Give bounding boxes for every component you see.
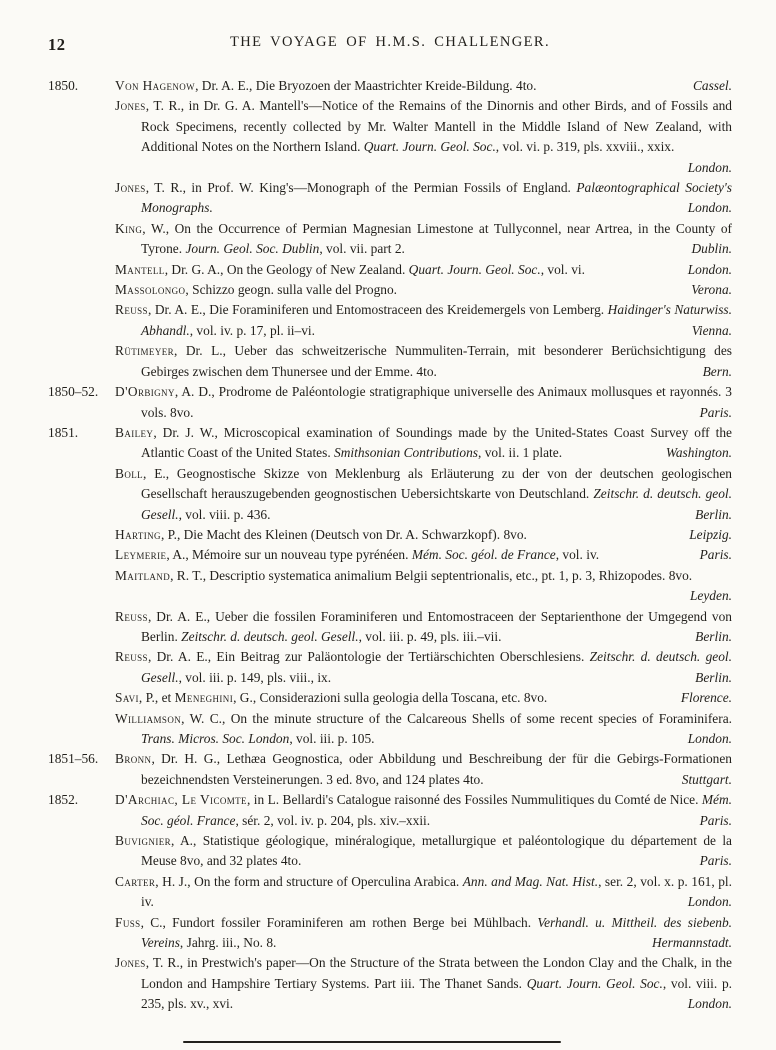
publication-place: Hermannstadt. [652, 935, 732, 951]
entry-text-segment: , sér. 2, vol. iv. p. 204, pls. xiv.–xxii. [235, 812, 431, 828]
bibliography-entry [48, 545, 732, 565]
journal-title: Trans. Micros. Soc. London [141, 731, 290, 746]
entry-text-segment: , P., et [138, 690, 175, 706]
entry-year [48, 647, 115, 688]
bibliography-entry [48, 913, 732, 954]
entry-year [48, 953, 115, 1014]
entry-text-segment: , T. R., in Prof. W. King's—Monograph of the Permian Fossils of England. [145, 180, 577, 196]
journal-title: Zeitschr. d. deutsch. geol. Gesell. [141, 486, 732, 522]
page-header [48, 34, 732, 60]
entry-year [48, 913, 115, 954]
author-name: D'Archiac, Le Vicomte [115, 792, 247, 808]
bibliography-entry [48, 607, 732, 648]
entry-year [48, 545, 115, 565]
publication-place: London. [687, 894, 732, 910]
bibliography-entry [48, 423, 732, 464]
entry-text [115, 76, 732, 96]
entry-text-segment: , A. D., Prodrome de Paléontologie stratigraphique universelle des Animaux mollusques et rayonnés. 3 vols. 8vo. [141, 384, 732, 420]
journal-title: Quart. Journ. Geol. Soc. [408, 261, 541, 277]
entry-year [48, 525, 115, 545]
entry-text-segment: , vol. iii. p. 149, pls. viii., ix. [178, 669, 332, 685]
journal-title: Haidinger's Naturwiss. Abhandl. [141, 302, 732, 338]
entry-year [48, 178, 115, 219]
entry-text-segment: , E., Geognostische Skizze von Meklenburg als Erläuterung zu der von der deutschen geologischen Gesellschaft herauszugebenden geognostischen Uebersichtskarte von Deutschland. [141, 465, 732, 502]
journal-title: Journ. Geol. Soc. Dublin [185, 241, 320, 257]
publication-place: Florence. [680, 690, 732, 706]
entry-text [115, 280, 732, 300]
entry-text-segment: , vol. ii. 1 plate. [478, 445, 563, 461]
entry-year [48, 96, 115, 178]
entry-text-segment: , Dr. A. E., Ueber die fossilen Foraminiferen und Entomostraceen der Septarienthone der Umgegend von Berlin. [141, 608, 732, 644]
entry-text-segment: , vol. viii. p. 436. [178, 506, 271, 522]
entry-text [115, 749, 732, 790]
entry-year [48, 688, 115, 708]
entry-text-segment: , T. R., in Prestwich's paper—On the Structure of the Strata between the London Clay and the Chalk, in the London and Hampshire Tertiary Systems. Part iii. The Thanet Sands. [141, 955, 732, 991]
entry-text-segment: , vol. vii. part 2. [319, 241, 405, 257]
entry-text-segment: , H. J., On the form and structure of Operculina Arabica. [155, 873, 463, 889]
publication-place: Cassel. [692, 78, 732, 93]
author-name: King [115, 220, 143, 236]
entry-text-segment: , Dr. A. E., Die Bryozoen der Maastrichter Kreide-Bildung. 4to. [195, 78, 537, 93]
author-name: Jones [115, 180, 146, 196]
entry-text [115, 709, 732, 750]
publication-place: Stuttgart. [681, 771, 732, 787]
entry-text-segment: , vol. iii. p. 49, pls. iii.–vii. [358, 628, 502, 644]
entry-text-segment: , Dr. H. G., Lethæa Geognostica, oder Abbildung und Beschreibung der für die Gebirgs-Formationen bezeichnendsten Versteinerungen. 3 ed. 8vo, and 124 plates 4to. [141, 751, 732, 787]
bibliography-entry [48, 219, 732, 260]
entry-text-segment: , G., Considerazioni sulla geologia della Toscana, etc. 8vo. [233, 690, 548, 706]
author-name: Reuss [115, 608, 148, 624]
publication-place: Dublin. [691, 241, 732, 257]
page-number: 12 [48, 35, 66, 54]
bibliography-entry [48, 300, 732, 341]
author-name: Rütimeyer [115, 343, 175, 359]
entry-text-segment: , P., Die Macht des Kleinen (Deutsch von Dr. A. Schwarzkopf). 8vo. [160, 526, 527, 542]
author-name: Maitland [115, 567, 171, 583]
entry-text-segment: , Jahrg. iii., No. 8. [179, 935, 277, 951]
publication-place: Paris. [699, 547, 732, 563]
entry-text [115, 178, 732, 219]
bibliography-entry [48, 76, 732, 96]
bibliography-entry [48, 341, 732, 382]
entry-text-segment: , R. T., Descriptio systematica animalium Belgii septentrionalis, etc., pt. 1, p. 3, Rhizopodes. 8vo. [170, 567, 693, 583]
bibliography-list [48, 76, 732, 1015]
author-name: Leymerie [115, 547, 167, 563]
entry-text-segment: , Dr. A. E., Die Foraminiferen und Entomostraceen des Kreidemergels von Lemberg. [147, 302, 608, 318]
bibliography-entry [48, 831, 732, 872]
entry-year: 1850. [48, 78, 79, 93]
entry-year: 1851. [48, 424, 79, 440]
entry-text-segment: , A., Mémoire sur un nouveau type pyrénéen. [166, 547, 412, 563]
entry-text-segment: , A., Statistique géologique, minéralogique, metallurgique et paléontologique du département de la Meuse 8vo, and 32 plates 4to. [141, 833, 732, 869]
entry-year: 1850–52. [48, 384, 99, 400]
publication-place: London. [687, 159, 732, 175]
bibliography-entry [48, 525, 732, 545]
publication-place: London. [687, 261, 732, 277]
entry-year: 1852. [48, 792, 79, 808]
entry-text [115, 464, 732, 525]
author-name: Jones [115, 955, 146, 971]
entry-text-segment: , ser. 2, vol. x. p. 161, pl. iv. [141, 873, 732, 910]
author-name: D'Orbigny [115, 384, 175, 400]
entry-text [115, 607, 732, 648]
entry-text-segment: , Dr. J. W., Microscopical examination of Soundings made by the United-States Coast Survey off the Atlantic Coast of the United States. [141, 424, 732, 461]
entry-text [115, 525, 732, 545]
journal-title: Quart. Journ. Geol. Soc. [363, 139, 496, 155]
entry-text-segment: , vol. iii. p. 105. [289, 731, 375, 746]
journal-title: Mém. Soc. géol. de France [411, 547, 556, 563]
bibliography-entry [48, 872, 732, 913]
publication-place: Leyden. [689, 588, 732, 604]
author-name: Harting [115, 526, 161, 542]
journal-title: Zeitschr. d. deutsch. geol. Gesell. [141, 649, 732, 685]
author-name: Reuss [115, 302, 148, 318]
entry-text-segment: , W. C., On the minute structure of the Calcareous Shells of some recent species of Foraminifera. [181, 710, 732, 726]
journal-title: Quart. Journ. Geol. Soc. [526, 975, 663, 991]
publication-place: Paris. [699, 812, 732, 828]
journal-title: Ann. and Mag. Nat. Hist. [462, 873, 599, 889]
entry-text [115, 260, 732, 280]
author-name: Bronn [115, 751, 152, 767]
author-name: Boll [115, 465, 144, 481]
bibliography-entry [48, 709, 732, 750]
entry-text [115, 545, 732, 565]
bibliography-entry [48, 790, 732, 831]
bibliography-entry [48, 953, 732, 1014]
entry-text-segment: , vol. viii. p. 235, pls. xv., xvi. [141, 975, 733, 1012]
entry-text [115, 872, 732, 913]
publication-place: Berlin. [695, 628, 732, 644]
entry-year [48, 709, 115, 750]
bibliography-entry [48, 688, 732, 708]
journal-title: Verhandl. u. Mittheil. des siebenb. Vereins [141, 914, 733, 951]
publication-place: Berlin. [695, 669, 732, 685]
author-name: Bailey [115, 424, 154, 440]
publication-place: Vienna. [691, 322, 732, 338]
bibliography-entry [48, 566, 732, 607]
entry-text [115, 913, 732, 954]
author-name: Massolongo [115, 282, 186, 298]
entry-text [115, 688, 732, 708]
bibliography-entry [48, 96, 732, 178]
entry-year: 1851–56. [48, 751, 99, 767]
author-name: Savi [115, 690, 139, 706]
publication-place: Leipzig. [689, 526, 732, 542]
bibliography-entry [48, 464, 732, 525]
entry-year [48, 831, 115, 872]
entry-text [115, 96, 732, 178]
bibliography-entry [48, 647, 732, 688]
entry-text-segment: , vol. iv. p. 17, pl. ii–vi. [189, 322, 315, 338]
entry-text-segment: , Dr. L., Ueber das schweitzerische Nummuliten-Terrain, mit besonderer Berüchsichtigung des Gebirges zwischen dem Thunersee und der Emme. 4to. [141, 343, 732, 379]
bibliography-entry [48, 280, 732, 300]
publication-place: Paris. [699, 853, 732, 869]
entry-text-segment: , Schizzo geogn. sulla valle del Progno. [185, 282, 398, 298]
publication-place: London. [687, 731, 732, 746]
entry-text-segment: , W., On the Occurrence of Permian Magnesian Limestone at Tullyconnel, near Artrea, in the County of Tyrone. [141, 220, 732, 257]
entry-text-segment: , T. R., in Dr. G. A. Mantell's—Notice of the Remains of the Dinornis and other Birds, and of Fossils and Rock Specimens, recently collected by Mr. Walter Mantell in the Middle Island of New Zealand, with Additional Notes on the Northern Island. [141, 98, 732, 155]
author-name: Jones [115, 98, 146, 114]
entry-text-segment: , C., Fundort fossiler Foraminiferen am rothen Berge bei Mühlbach. [140, 914, 538, 930]
entry-text [115, 831, 732, 872]
publication-place: Washington. [665, 445, 732, 461]
entry-text-segment: , in L. Bellardi's Catalogue raisonné des Fossiles Nummulitiques du Comté de Nice. [246, 792, 702, 808]
author-name: Buvignier [115, 833, 172, 849]
publication-place: Bern. [702, 363, 732, 379]
entry-year [48, 280, 115, 300]
scan-artifact-line [183, 1041, 561, 1044]
bibliography-entry [48, 749, 732, 790]
publication-place: Paris. [699, 404, 732, 420]
publication-place: Berlin. [695, 506, 732, 522]
publication-place: London. [687, 996, 732, 1012]
entry-text [115, 219, 732, 260]
entry-year [48, 300, 115, 341]
entry-text [115, 423, 732, 464]
entry-text-segment: , vol. iv. [555, 547, 600, 563]
author-name: Mantell [115, 261, 165, 277]
entry-year [48, 219, 115, 260]
entry-text-segment: , Dr. A. E., Ein Beitrag zur Paläontologie der Tertiärschichten Oberschlesiens. [147, 649, 590, 665]
author-name: Williamson [115, 710, 182, 726]
journal-title: Palæontographical Society's Monographs. [141, 180, 732, 216]
entry-text [115, 341, 732, 382]
entry-year [48, 260, 115, 280]
entry-text-segment: , vol. vi. [540, 261, 585, 277]
entry-year [48, 566, 115, 607]
publication-place: Verona. [691, 282, 732, 298]
entry-text-segment: , Dr. G. A., On the Geology of New Zealand. [164, 261, 409, 277]
entry-year [48, 341, 115, 382]
entry-text [115, 790, 732, 831]
entry-text-segment: , vol. vi. p. 319, pls. xxviii., xxix. [495, 139, 675, 155]
entry-text [115, 953, 732, 1014]
entry-text [115, 300, 732, 341]
entry-text [115, 647, 732, 688]
publication-place: London. [687, 200, 732, 216]
page-title: THE VOYAGE OF H.M.S. CHALLENGER. [230, 34, 550, 50]
bibliography-entry [48, 178, 732, 219]
author-name: Reuss [115, 649, 148, 665]
entry-year [48, 464, 115, 525]
entry-year [48, 872, 115, 913]
journal-title: Smithsonian Contributions [334, 445, 478, 461]
entry-text [115, 566, 732, 607]
journal-title: Mém. Soc. géol. France [141, 792, 732, 828]
author-name: Meneghini [174, 690, 234, 706]
bibliography-entry [48, 260, 732, 280]
bibliography-entry [48, 382, 732, 423]
author-name: Von Hagenow [115, 78, 196, 93]
author-name: Carter [115, 873, 156, 889]
entry-text [115, 382, 732, 423]
author-name: Fuss [115, 914, 141, 930]
entry-year [48, 607, 115, 648]
journal-title: Zeitschr. d. deutsch. geol. Gesell. [181, 628, 359, 644]
